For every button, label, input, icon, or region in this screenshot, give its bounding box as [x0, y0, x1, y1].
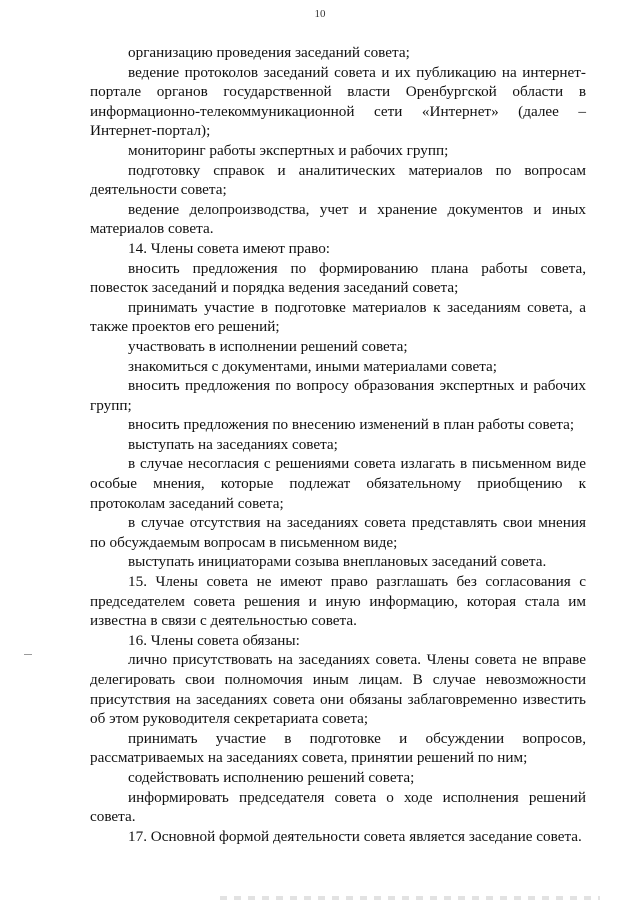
paragraph-analytical-materials: подготовку справок и аналитических материалов по вопросам деятельности совета;: [90, 161, 586, 199]
paragraph-speak-at-meetings: выступать на заседаниях совета;: [128, 435, 338, 453]
paragraph-dissenting-opinions: в случае несогласия с решениями совета излагать в письменном виде особые мнения, которые подлежат обязательному приобщению к протоколам заседаний совета;: [90, 455, 586, 512]
paragraph-inform-chairman: информировать председателя совета о ходе исполнения решений совета.: [90, 788, 586, 826]
paragraph-review-documents: знакомиться с документами, иными материалами совета;: [128, 357, 498, 375]
paragraph-discussion-participation: принимать участие в подготовке и обсуждении вопросов, рассматриваемых на заседаниях совета, принятии решений по ним;: [90, 729, 586, 767]
section-17-paragraph: 17. Основной формой деятельности совета является заседание совета.: [128, 827, 582, 845]
margin-mark: [24, 654, 32, 655]
section-16-heading: 16. Члены совета обязаны:: [128, 631, 300, 649]
document-body: [90, 43, 586, 846]
paragraph-plan-proposals: вносить предложения по формированию плана работы совета, повесток заседаний и порядка ведения заседаний совета;: [90, 259, 586, 297]
paragraph-records-management: ведение делопроизводства, учет и хранение документов и иных материалов совета.: [90, 200, 586, 238]
scan-artifact: [220, 896, 600, 900]
paragraph-minutes-publication: ведение протоколов заседаний совета и их публикацию на интернет-портале органов государственной власти Оренбургской области в информационно-телекоммуникационной сети «Интернет» (далее – Интернет-портал);: [90, 63, 586, 140]
paragraph-monitoring-groups: мониторинг работы экспертных и рабочих групп;: [128, 141, 449, 159]
paragraph-personal-attendance: лично присутствовать на заседаниях совета. Члены совета не вправе делегировать свои полномочия иным лицам. В случае невозможности присутствия на заседаниях совета они обязаны заблаговременно известить об этом руководителя секретариата совета;: [90, 651, 586, 728]
paragraph-plan-changes: вносить предложения по внесению изменений в план работы совета;: [128, 416, 575, 434]
section-15-paragraph: 15. Члены совета не имеют право разглашать без согласования с председателем совета решения и иную информацию, которая стала им известна в связи с деятельностью совета.: [90, 573, 586, 630]
section-14-heading: 14. Члены совета имеют право:: [128, 239, 331, 257]
paragraph-execution-participation: участвовать в исполнении решений совета;: [128, 337, 408, 355]
paragraph-preparation-participation: принимать участие в подготовке материалов к заседаниям совета, а также проектов его решений;: [90, 298, 586, 336]
paragraph-organize-meetings: организацию проведения заседаний совета;: [128, 44, 410, 61]
paragraph-extraordinary-meetings: выступать инициаторами созыва внеплановых заседаний совета.: [128, 553, 547, 571]
paragraph-expert-groups-proposals: вносить предложения по вопросу образования экспертных и рабочих групп;: [90, 377, 586, 414]
paragraph-assist-execution: содействовать исполнению решений совета;: [128, 768, 415, 786]
page-number: 10: [314, 8, 326, 20]
paragraph-written-opinions: в случае отсутствия на заседаниях совета представлять свои мнения по обсуждаемым вопросам в письменном виде;: [90, 514, 586, 551]
